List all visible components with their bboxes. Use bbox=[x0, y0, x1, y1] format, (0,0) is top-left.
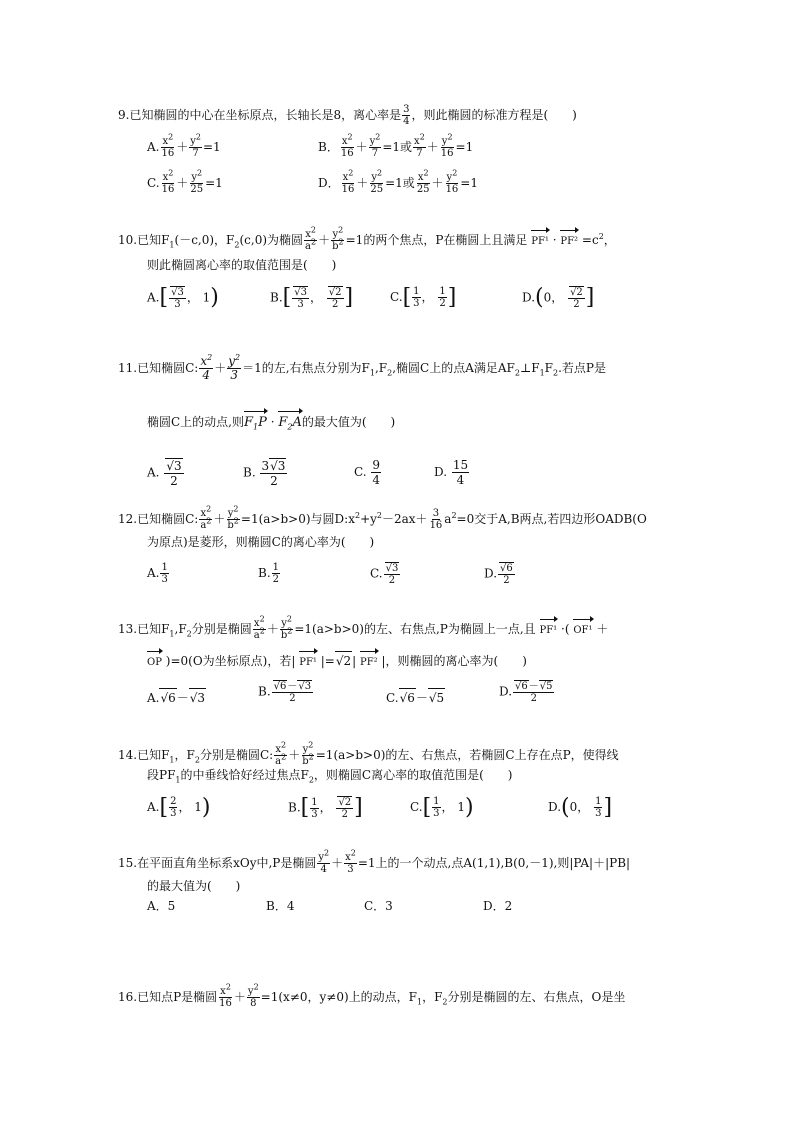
q10-option-d: D.(0， $\frac{√2}{2}$ ] bbox=[522, 285, 595, 310]
q10-line2: 则此椭圆离心率的取值范围是( ) bbox=[147, 258, 337, 272]
q9-option-d: D． $\frac{x^2}{16}$ ＋ $\frac{y^2}{25}$ =1或 $\frac{x^2}{25}$ ＋ $\frac{y^2}{16}$ =1 bbox=[318, 168, 478, 195]
q15-line2: 的最大值为( ) bbox=[147, 879, 241, 893]
q11-option-c: C. $\frac{9}{4}$ bbox=[354, 458, 381, 487]
q13-option-d: D. $\frac{√6-√5}{2}$ bbox=[499, 681, 553, 704]
q15-option-d: D．2 bbox=[483, 899, 513, 913]
q13-line2: OP )=0(O为坐标原点)，若| PF¹ |=√2| PF² |，则椭圆的离心率为( ) bbox=[147, 650, 527, 672]
q9-option-c: C. $\frac{x^2}{16}$ ＋ $\frac{y^2}{25}$ =1 bbox=[147, 168, 223, 195]
q15-stem: 15.在平面直角坐标系xOy中,P是椭圆 $\frac{y^2}{4}$ ＋ $\frac{x^2}{3}$ =1上的一个动点,点A(1,1),B(0,－1),则|PA|＋|PB| bbox=[118, 848, 631, 875]
q10-option-c: C.[ $\frac{1}{3}$ ， $\frac{1}{2}$ ] bbox=[390, 284, 457, 310]
q13-stem: 13.已知$F_1,F_2$分别是椭圆 $\frac{x^2}{a^2}$ ＋ $\frac{y^2}{b^2}$ =1(a>b>0)的左、右焦点,P为椭圆上一点,且 PF¹ ·( OF¹ ＋ bbox=[118, 614, 609, 641]
q10-stem: 10.已知$F_1(-c,0)$，$F_2(c,0)$为椭圆 $\frac{x^2}{a^2}$ ＋ $\frac{y^2}{b^2}$ =1的两个焦点，P在椭圆上且满足 $PF^1 \cdot PF^2 =c^2$， bbox=[118, 225, 616, 252]
q10-option-b: B.[ $\frac{√3}{3}$ ， $\frac{√2}{2}$ ] bbox=[270, 285, 354, 310]
q16-stem: 16.已知点P是椭圆 $\frac{x^2}{16}$ ＋ $\frac{y^2}{8}$ =1(x≠0，y≠0)上的动点，$F_1$，$F_2$分别是椭圆的左、右焦点，O是坐 bbox=[118, 982, 626, 1009]
q12-line2: 为原点)是菱形，则椭圆C的离心率为( ) bbox=[147, 535, 375, 549]
q14-line2: 段$PF_1$的中垂线恰好经过焦点$F_2$，则椭圆C离心率的取值范围是( ) bbox=[147, 768, 513, 785]
q11-option-d: D. $\frac{15}{4}$ bbox=[434, 458, 469, 487]
q13-option-a: A.√6－√3 bbox=[147, 688, 206, 707]
q14-option-d: D.(0， $\frac{1}{3}$ ] bbox=[548, 794, 613, 820]
q10-option-a: A.[ $\frac{√3}{3}$ ， 1) bbox=[147, 285, 219, 310]
q11-line2: 椭圆C上的动点,则$F_1P \cdot F_2A$的最大值为( ) bbox=[147, 410, 395, 432]
q12-option-c: C. $\frac{√3}{2}$ bbox=[370, 563, 399, 586]
q13-option-c: C.√6－√5 bbox=[386, 688, 445, 707]
q12-option-d: D. $\frac{√6}{2}$ bbox=[484, 563, 513, 586]
q14-option-c: C.[ $\frac{1}{3}$ ， 1) bbox=[410, 794, 474, 820]
q12-option-b: B. $\frac{1}{2}$ bbox=[258, 562, 280, 585]
q14-option-a: A.[ $\frac{2}{3}$ ， 1) bbox=[147, 794, 211, 820]
q11-option-b: B. $\frac{3√3}{2}$ bbox=[243, 459, 286, 488]
q9-option-a: A. $\frac{x^2}{16}$ ＋ $\frac{y^2}{7}$ =1 bbox=[147, 132, 221, 159]
q15-option-b: B．4 bbox=[266, 899, 295, 913]
q15-option-a: A．5 bbox=[147, 899, 176, 913]
q9-option-b: B． $\frac{x^2}{16}$ ＋ $\frac{y^2}{7}$ =1或 $\frac{x^2}{7}$ ＋ $\frac{y^2}{16}$ =1 bbox=[318, 132, 474, 159]
q9-stem: 9.已知椭圆的中心在坐标原点，长轴长是8，离心率是 $\frac{3}{4}$ ，则此椭圆的标准方程是( ) bbox=[118, 104, 577, 127]
fraction: $\frac{3}{4}$ bbox=[403, 104, 410, 127]
q11-option-a: A. $\frac{√3}{2}$ bbox=[147, 459, 182, 488]
q14-option-b: B.[ $\frac{1}{3}$ ， $\frac{√2}{2}$ ] bbox=[288, 795, 363, 820]
q13-option-b: B. $\frac{√6-√3}{2}$ bbox=[258, 681, 312, 704]
q12-stem: 12.已知椭圆C: $\frac{x^2}{a^2}$ ＋ $\frac{y^2}{b^2}$ =1(a>b>0)与圆$D:x^2+y^2-2ax+$ $\frac{3}{16}$ $a^2=0$交于A,B两点,若四边形OADB(O bbox=[118, 504, 647, 531]
q14-stem: 14.已知$F_1$，$F_2$分别是椭圆C: $\frac{x^2}{a^2}$ ＋ $\frac{y^2}{b^2}$ =1(a>b>0)的左、右焦点，若椭圆C上存在点P，使得线 bbox=[118, 740, 619, 767]
q11-stem: 11.已知椭圆C: $\frac{x^2}{4}$ ＋ $\frac{y^2}{3}$ ＝1的左,右焦点分别为$F_1,F_2$,椭圆C上的点A满足$AF_2\perp F_1F_2$.若点P是 bbox=[118, 353, 606, 382]
q12-option-a: A. $\frac{1}{3}$ bbox=[147, 562, 168, 585]
q15-option-c: C．3 bbox=[364, 899, 393, 913]
